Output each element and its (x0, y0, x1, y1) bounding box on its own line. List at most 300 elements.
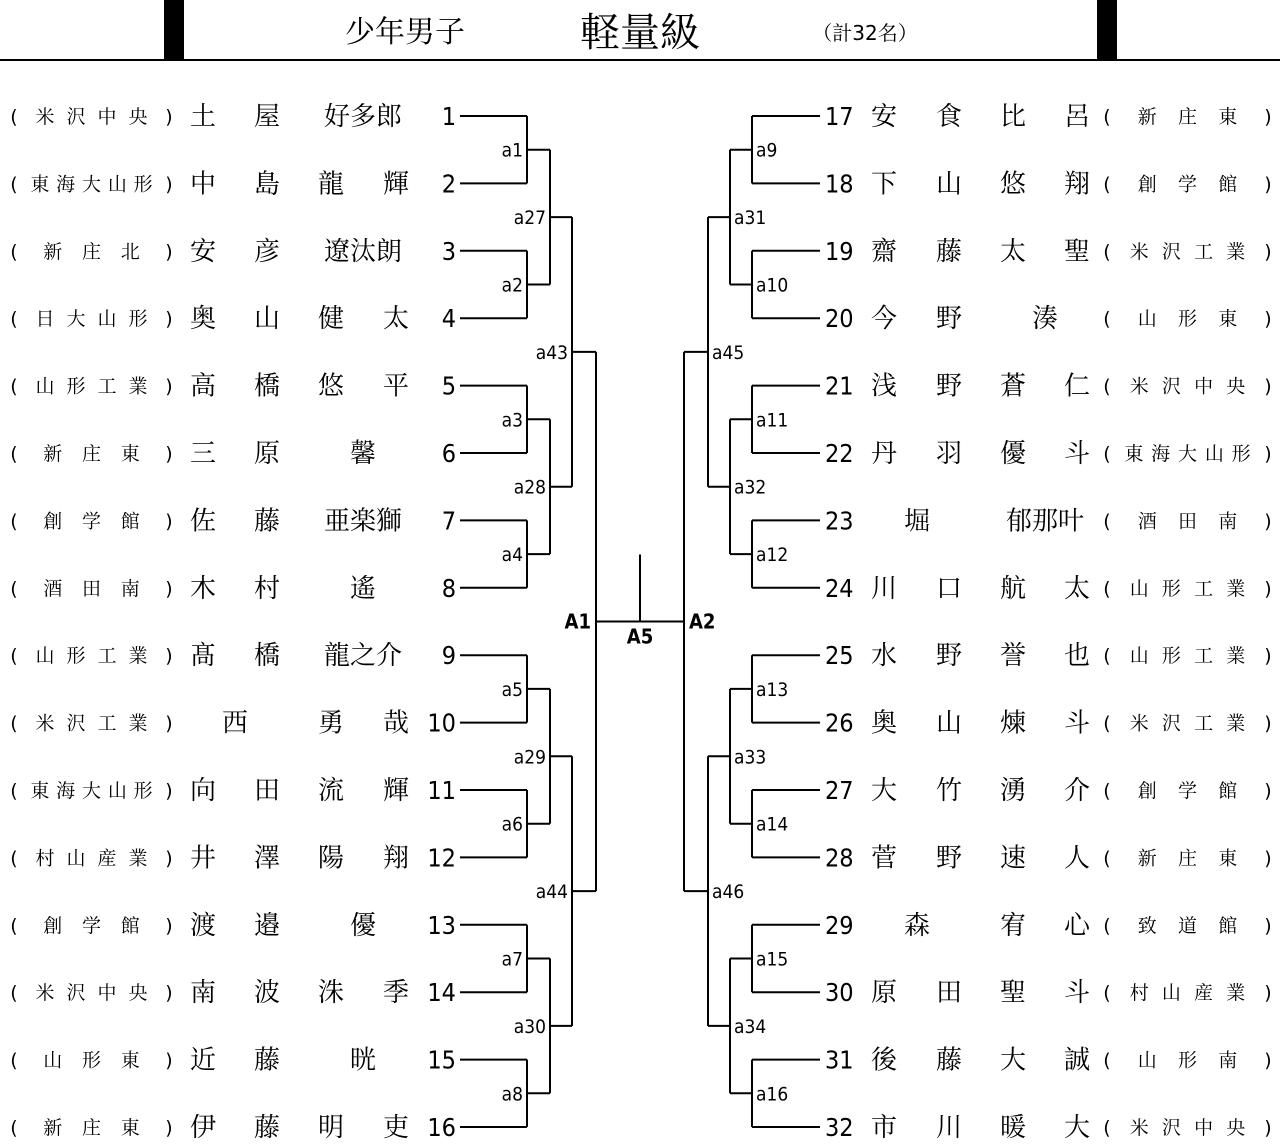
school-char: ( (1103, 1117, 1111, 1139)
name-part: 市 (870, 1113, 898, 1143)
match-label-A5: A5 (626, 624, 654, 649)
right-seed-32: 32 (825, 1113, 854, 1142)
school-char: 新 (43, 443, 63, 465)
school-char: ( (10, 443, 18, 465)
left-school-5 (10, 376, 172, 398)
right-name-6 (871, 439, 1090, 469)
match-label-a4: a4 (501, 544, 523, 567)
school-char: ( (1103, 443, 1111, 465)
school-char: ) (165, 443, 173, 465)
match-label-a29: a29 (513, 746, 546, 769)
school-char: ( (10, 780, 18, 802)
name-part: 奥 (189, 304, 217, 335)
left-seed-10: 10 (427, 708, 456, 738)
school-char: 米 (35, 106, 55, 128)
name-part: 誠 (1063, 1045, 1091, 1076)
name-part: 野 (935, 641, 963, 672)
school-char: ) (1264, 308, 1272, 331)
school-char: ( (10, 645, 18, 668)
school-char: ) (165, 577, 173, 600)
school-char: 沢 (66, 982, 86, 1005)
name-part: 高 (189, 371, 217, 402)
school-char: ( (10, 308, 18, 331)
left-name-11 (190, 776, 409, 806)
school-char: ( (10, 510, 18, 533)
left-seed-9: 9 (441, 641, 456, 671)
match-label-a14: a14 (756, 813, 789, 836)
match-label-a10: a10 (756, 274, 789, 297)
school-char: 形 (133, 173, 153, 196)
header-right-bar (1097, 0, 1117, 60)
school-char: ) (1264, 914, 1272, 937)
name-part: 也 (1063, 641, 1091, 672)
school-char: 工 (97, 645, 117, 668)
school-char: 北 (120, 240, 140, 263)
left-name-12 (190, 843, 409, 873)
left-name-16 (190, 1113, 409, 1143)
left-school-13 (10, 915, 172, 937)
school-char: ) (1264, 106, 1272, 128)
name-part: 佐 (189, 506, 217, 537)
header-left-bar (164, 0, 184, 60)
school-char: 山 (97, 308, 117, 331)
name-part: 健 (317, 304, 345, 335)
school-char: 山 (1137, 308, 1157, 331)
school-char: 田 (81, 577, 102, 600)
school-char: 東 (1218, 847, 1238, 870)
school-char: 酒 (43, 577, 63, 600)
school-char: 学 (81, 510, 102, 533)
school-char: ) (1264, 510, 1272, 533)
school-char: 中 (1194, 375, 1214, 398)
school-char: 形 (1161, 577, 1181, 600)
school-char: 形 (1231, 443, 1251, 465)
name-part: 羽 (935, 439, 963, 469)
left-seed-3: 3 (441, 236, 456, 266)
name-part: 井 (189, 843, 217, 874)
name-part: 太 (999, 236, 1027, 267)
school-char: 中 (1194, 1117, 1214, 1139)
school-char: 創 (43, 510, 63, 533)
right-name-12 (871, 843, 1090, 873)
name-part: 向 (189, 776, 217, 806)
school-char: 東 (1124, 443, 1144, 465)
right-school-4 (1103, 308, 1271, 330)
name-part: 三 (189, 439, 217, 469)
school-char: 庄 (1177, 847, 1198, 870)
school-char: 海 (56, 173, 76, 196)
right-seed-17: 17 (825, 102, 854, 131)
left-name-9 (190, 641, 402, 671)
school-char: 田 (1177, 510, 1198, 533)
match-label-a7: a7 (501, 948, 523, 971)
school-char: 庄 (1177, 106, 1198, 128)
name-part: 野 (935, 304, 963, 335)
school-char: 工 (1194, 240, 1214, 263)
match-label-a32: a32 (734, 476, 767, 499)
match-label-a28: a28 (513, 476, 546, 499)
name-part: 山 (935, 169, 963, 200)
name-part: 速 (999, 843, 1027, 874)
name-part: 蒼 (999, 371, 1027, 402)
school-char: 山 (107, 780, 127, 802)
school-char: ( (1103, 982, 1111, 1005)
match-label-a34: a34 (734, 1015, 767, 1038)
school-char: 沢 (1161, 375, 1181, 398)
name-part: 翔 (382, 843, 410, 874)
name-part: 原 (870, 978, 898, 1009)
left-school-10 (10, 713, 172, 735)
school-char: ( (1103, 510, 1111, 533)
school-char: 南 (1218, 1049, 1238, 1072)
school-char: 東 (1218, 308, 1238, 331)
name-part: 堀 (903, 506, 931, 537)
school-char: 山 (1161, 982, 1181, 1005)
name-part: 森 (903, 910, 931, 941)
right-name-7 (904, 506, 1084, 536)
name-part: 聖 (999, 978, 1027, 1009)
right-school-14 (1103, 982, 1271, 1004)
school-char: 沢 (1161, 1117, 1181, 1139)
name-part: 川 (935, 1113, 963, 1143)
left-seed-13: 13 (427, 910, 456, 940)
name-part: 田 (253, 776, 281, 806)
school-char: 工 (1194, 645, 1214, 668)
name-part: 季 (382, 978, 410, 1009)
match-label-a33: a33 (734, 746, 767, 769)
right-seed-31: 31 (825, 1045, 854, 1075)
match-label-A2: A2 (689, 609, 716, 634)
school-char: 学 (1177, 173, 1198, 196)
school-char: ) (165, 1117, 173, 1139)
name-part: 人 (1063, 843, 1091, 874)
right-name-4 (871, 304, 1058, 334)
right-seed-29: 29 (825, 910, 854, 940)
match-label-a11: a11 (756, 409, 789, 432)
match-label-a45: a45 (712, 341, 745, 364)
right-school-11 (1103, 780, 1271, 802)
school-char: ( (10, 173, 18, 196)
school-char: 山 (1129, 645, 1149, 668)
name-part: 翔 (1063, 169, 1091, 200)
name-part: 西 (221, 708, 249, 739)
name-part: 野 (935, 843, 963, 874)
name-part: 洙 (317, 978, 345, 1009)
school-char: ) (1264, 240, 1272, 263)
school-char: 館 (1218, 780, 1238, 802)
school-char: 業 (128, 847, 148, 870)
left-seed-5: 5 (441, 371, 456, 401)
header-band (0, 0, 1280, 60)
left-name-14 (190, 978, 409, 1008)
match-label-a8: a8 (501, 1083, 523, 1106)
school-char: 形 (1177, 1049, 1198, 1072)
right-name-15 (871, 1046, 1090, 1076)
school-char: ( (1103, 780, 1111, 802)
name-part: 大 (870, 776, 898, 806)
left-school-6 (10, 443, 172, 465)
school-char: ( (10, 1117, 18, 1139)
right-school-15 (1103, 1050, 1271, 1072)
school-char: 東 (120, 443, 140, 465)
name-part: 龍之介 (323, 641, 403, 672)
name-part: 邉 (253, 910, 281, 941)
name-part: 野 (935, 371, 963, 402)
school-char: ) (165, 308, 173, 331)
school-char: 山 (43, 1049, 63, 1072)
left-name-13 (190, 911, 376, 941)
school-char: 東 (30, 173, 50, 196)
school-char: ) (165, 982, 173, 1005)
school-char: 東 (120, 1049, 140, 1072)
left-school-16 (10, 1117, 172, 1139)
school-char: 庄 (81, 240, 102, 263)
right-name-10 (871, 709, 1090, 739)
school-char: 業 (1226, 982, 1246, 1005)
right-seed-23: 23 (825, 506, 854, 536)
name-part: 仁 (1063, 371, 1091, 402)
left-school-1 (10, 106, 172, 128)
school-char: 東 (1218, 106, 1238, 128)
school-char: 致 (1137, 914, 1157, 937)
school-char: ) (1264, 173, 1272, 196)
school-char: 大 (66, 308, 86, 331)
school-char: ( (10, 712, 18, 735)
school-char: 創 (43, 914, 63, 937)
name-part: 悠 (317, 371, 345, 402)
name-part: 近 (189, 1045, 217, 1076)
school-char: ) (1264, 443, 1272, 465)
name-part: 輝 (382, 169, 410, 200)
right-seed-24: 24 (825, 573, 854, 603)
school-char: ) (1264, 780, 1272, 802)
school-char: 業 (128, 375, 148, 398)
school-char: 新 (1137, 106, 1157, 128)
name-part: 島 (253, 169, 281, 200)
right-school-7 (1103, 510, 1271, 532)
match-label-a43: a43 (535, 341, 568, 364)
school-char: ) (165, 510, 173, 533)
school-char: 海 (56, 780, 76, 802)
right-school-13 (1103, 915, 1271, 937)
name-part: 口 (935, 573, 963, 604)
name-part: 晄 (349, 1045, 377, 1076)
name-part: 心 (1063, 910, 1091, 941)
school-char: ( (1103, 577, 1111, 600)
name-part: 橋 (253, 641, 281, 672)
entrant-count: （計32名） (812, 21, 918, 45)
left-school-4 (10, 308, 172, 330)
name-part: 川 (870, 573, 898, 604)
left-name-8 (190, 574, 376, 604)
left-seed-1: 1 (441, 102, 456, 131)
left-seed-2: 2 (441, 169, 456, 199)
left-school-12 (10, 847, 172, 869)
school-char: 工 (97, 712, 117, 735)
left-school-11 (10, 780, 172, 802)
school-char: ) (165, 106, 173, 128)
left-name-3 (190, 237, 402, 267)
school-char: 山 (1137, 1049, 1157, 1072)
school-char: 形 (133, 780, 153, 802)
school-char: 東 (120, 1117, 140, 1139)
school-char: 業 (1226, 577, 1246, 600)
name-part: 後 (870, 1045, 898, 1076)
name-part: 悠 (999, 169, 1027, 200)
school-char: 形 (1161, 645, 1181, 668)
right-school-10 (1103, 713, 1271, 735)
name-part: 屋 (253, 102, 281, 132)
school-char: 沢 (1161, 240, 1181, 263)
school-char: 山 (1204, 443, 1224, 465)
name-part: 暖 (999, 1113, 1027, 1143)
right-name-3 (871, 237, 1090, 267)
name-part: 宥 (999, 910, 1027, 941)
name-part: 湊 (1031, 304, 1059, 335)
school-char: 形 (81, 1049, 102, 1072)
school-char: 央 (128, 106, 148, 128)
name-part: 山 (253, 304, 281, 335)
right-name-2 (871, 169, 1090, 199)
name-part: 陽 (317, 843, 345, 874)
left-seed-11: 11 (427, 776, 456, 805)
name-part: 介 (1063, 776, 1091, 806)
name-part: 太 (382, 304, 410, 335)
school-char: ) (1264, 577, 1272, 600)
right-name-11 (871, 776, 1090, 806)
right-name-5 (871, 372, 1090, 402)
school-char: 海 (1151, 443, 1171, 465)
right-seed-18: 18 (825, 169, 854, 199)
school-char: 道 (1177, 914, 1198, 937)
school-char: ( (10, 577, 18, 600)
school-char: 業 (128, 645, 148, 668)
name-part: 安 (870, 102, 898, 132)
left-seed-6: 6 (441, 439, 456, 468)
name-part: 伊 (189, 1113, 217, 1143)
school-char: 形 (1177, 308, 1198, 331)
match-label-a16: a16 (756, 1083, 789, 1106)
right-name-8 (871, 574, 1090, 604)
school-char: 工 (97, 375, 117, 398)
name-part: 田 (935, 978, 963, 1009)
right-seed-20: 20 (825, 304, 854, 334)
school-char: 中 (97, 982, 117, 1005)
school-char: 日 (35, 308, 55, 331)
left-school-15 (10, 1050, 172, 1072)
left-name-4 (190, 304, 409, 334)
school-char: ( (10, 375, 18, 398)
school-char: ( (1103, 847, 1111, 870)
right-school-1 (1103, 106, 1271, 128)
school-char: ( (1103, 106, 1111, 128)
name-part: 村 (253, 573, 281, 604)
left-name-10 (222, 709, 409, 739)
name-part: 郁那叶 (1005, 506, 1085, 537)
right-seed-26: 26 (825, 708, 854, 738)
right-seed-30: 30 (825, 978, 854, 1008)
name-part: 勇 (317, 708, 345, 739)
school-char: 産 (1194, 982, 1214, 1005)
school-char: 創 (1137, 173, 1157, 196)
school-char: ( (1103, 240, 1111, 263)
name-part: 聖 (1063, 236, 1091, 267)
match-label-a31: a31 (734, 207, 767, 230)
school-char: 沢 (66, 106, 86, 128)
weight-class-title: 軽量級 (580, 10, 700, 56)
school-char: ) (1264, 1049, 1272, 1072)
school-char: ( (10, 847, 18, 870)
right-name-9 (871, 641, 1090, 671)
match-label-a15: a15 (756, 948, 789, 971)
match-label-a44: a44 (535, 881, 568, 904)
right-school-3 (1103, 241, 1271, 263)
school-char: ) (1264, 847, 1272, 870)
school-char: 業 (1226, 712, 1246, 735)
school-char: 形 (66, 375, 86, 398)
division-title: 少年男子 (345, 15, 465, 50)
school-char: 庄 (81, 1117, 102, 1139)
match-label-a13: a13 (756, 678, 789, 701)
right-school-16 (1103, 1117, 1271, 1139)
school-char: ( (1103, 712, 1111, 735)
school-char: ) (165, 914, 173, 937)
name-part: 竹 (935, 776, 963, 806)
left-name-2 (190, 169, 409, 199)
right-school-12 (1103, 847, 1271, 869)
right-name-13 (904, 911, 1091, 941)
match-label-a6: a6 (501, 813, 523, 836)
name-part: 彦 (253, 236, 281, 267)
name-part: 橋 (253, 371, 281, 402)
school-char: 大 (1177, 443, 1198, 465)
left-seed-14: 14 (427, 978, 456, 1008)
school-char: 業 (1226, 240, 1246, 263)
name-part: 呂 (1063, 102, 1091, 132)
school-char: 形 (128, 308, 148, 331)
match-label-a12: a12 (756, 544, 789, 567)
name-part: 比 (999, 102, 1027, 132)
right-school-9 (1103, 645, 1271, 667)
school-char: 米 (1129, 375, 1149, 398)
school-char: ) (165, 712, 173, 735)
school-char: ) (165, 645, 173, 668)
school-char: 沢 (1161, 712, 1181, 735)
left-seed-7: 7 (441, 506, 456, 536)
left-name-15 (190, 1046, 376, 1076)
school-char: 米 (1129, 712, 1149, 735)
school-char: 山 (1129, 577, 1149, 600)
name-part: 藤 (253, 1045, 281, 1076)
right-school-5 (1103, 376, 1271, 398)
school-char: 新 (1137, 847, 1157, 870)
school-char: ) (165, 1049, 173, 1072)
match-label-a5: a5 (501, 678, 523, 701)
left-school-14 (10, 982, 172, 1004)
school-char: ) (165, 780, 173, 802)
right-name-1 (871, 102, 1090, 132)
name-part: 下 (870, 169, 898, 200)
school-char: ( (1103, 914, 1111, 937)
right-seed-25: 25 (825, 641, 854, 671)
name-part: 木 (189, 573, 217, 604)
school-char: 米 (35, 712, 55, 735)
school-char: 山 (35, 375, 55, 398)
name-part: 藤 (935, 236, 963, 267)
school-char: 形 (66, 645, 86, 668)
name-part: 浅 (870, 371, 898, 402)
school-char: 館 (120, 914, 140, 937)
